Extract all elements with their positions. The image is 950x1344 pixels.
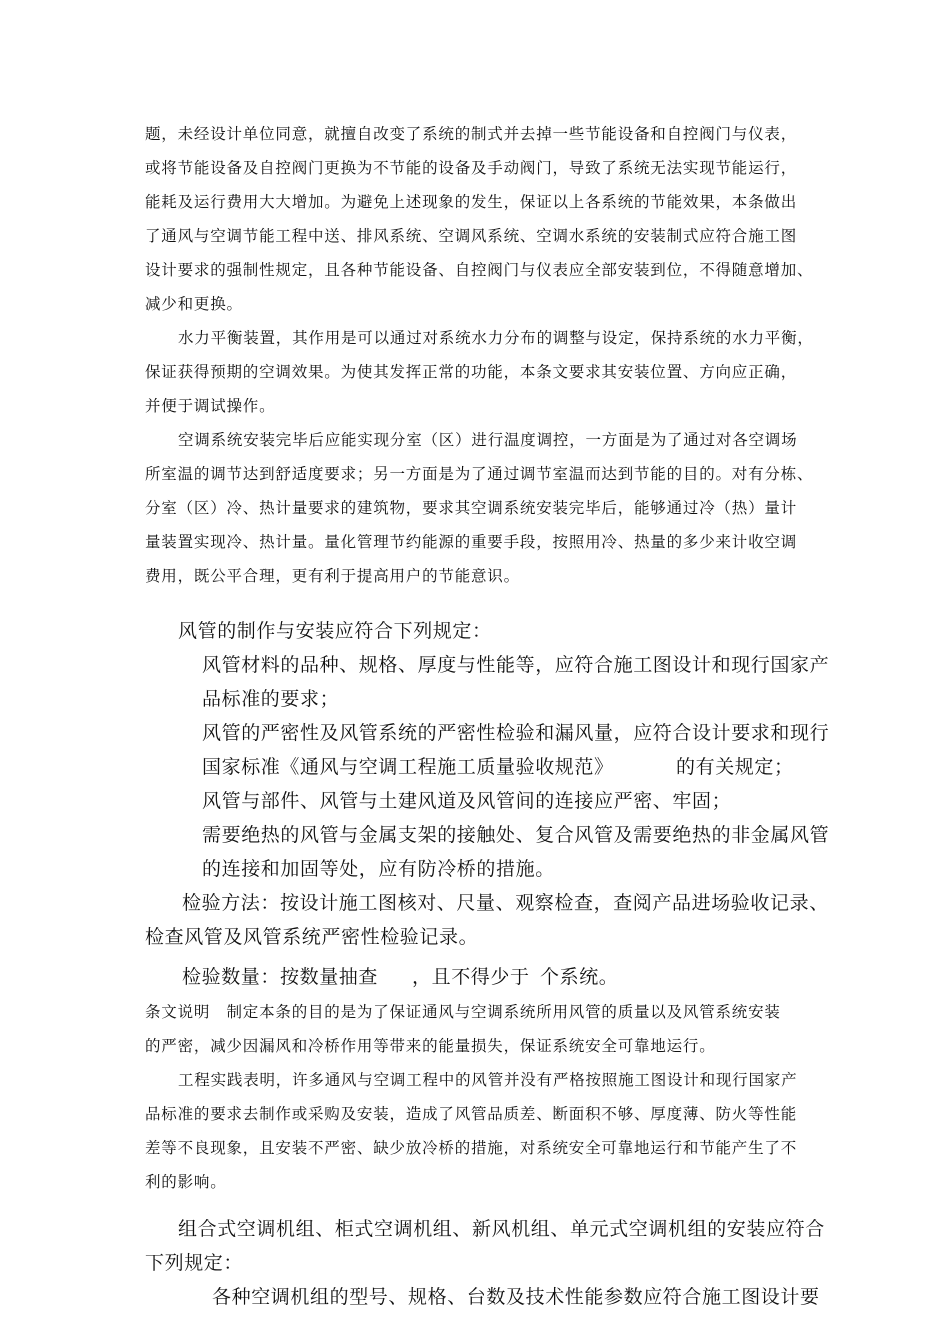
- text-line: 组合式空调机组、柜式空调机组、新风机组、单元式空调机组的安装应符合: [178, 1218, 825, 1240]
- text-line: 利的影响。: [145, 1173, 227, 1191]
- clause-item-line: 的连接和加固等处，应有防冷桥的措施。: [202, 858, 555, 880]
- text-line: 水力平衡装置，其作用是可以通过对系统水力分布的调整与设定，保持系统的水力平衡，: [178, 329, 814, 347]
- clause-item-line: 的有关规定；: [676, 756, 794, 778]
- text-line: 个系统。: [540, 966, 619, 988]
- text-line: 费用，既公平合理，更有利于提高用户的节能意识。: [145, 567, 520, 585]
- text-line: ，且不得少于: [412, 966, 530, 988]
- clause-item-line: 各种空调机组的型号、规格、台数及技术性能参数应符合施工图设计要: [212, 1286, 820, 1308]
- text-line: 检验方法：按设计施工图核对、尺量、观察检查，查阅产品进场验收记录、: [182, 892, 829, 914]
- text-line: 下列规定：: [145, 1252, 244, 1274]
- text-line: 并便于调试操作。: [145, 397, 276, 415]
- text-line: 了通风与空调节能工程中送、排风系统、空调风系统、空调水系统的安装制式应符合施工图: [145, 227, 798, 245]
- text-line: 或将节能设备及自控阀门更换为不节能的设备及手动阀门，导致了系统无法实现节能运行，: [145, 159, 798, 177]
- text-line: 保证获得预期的空调效果。为使其发挥正常的功能，本条文要求其安装位置、方向应正确，: [145, 363, 798, 381]
- text-line: 量装置实现冷、热计量。量化管理节约能源的重要手段，按照用冷、热量的多少来计收空调: [145, 533, 798, 551]
- clause-item-line: 需要绝热的风管与金属支架的接触处、复合风管及需要绝热的非金属风管: [202, 824, 830, 846]
- clause-heading-duct: 风管的制作与安装应符合下列规定：: [178, 620, 492, 642]
- clause-item-line: 风管与部件、风管与土建风道及风管间的连接应严密、牢固；: [202, 790, 732, 812]
- text-line: 条文说明 制定本条的目的是为了保证通风与空调系统所用风管的质量以及风管系统安装: [145, 1003, 781, 1021]
- text-line: 的严密，减少因漏风和冷桥作用等带来的能量损失，保证系统安全可靠地运行。: [145, 1037, 716, 1055]
- text-line: 能耗及运行费用大大增加。为避免上述现象的发生，保证以上各系统的节能效果，本条做出: [145, 193, 798, 211]
- text-line: 差等不良现象，且安装不严密、缺少放冷桥的措施，对系统安全可靠地运行和节能产生了不: [145, 1139, 798, 1157]
- clause-item-line: 国家标准《通风与空调工程施工质量验收规范》: [202, 756, 614, 778]
- clause-item-line: 风管的严密性及风管系统的严密性检验和漏风量，应符合设计要求和现行: [202, 722, 830, 744]
- text-line: 分室（区）冷、热计量要求的建筑物，要求其空调系统安装完毕后，能够通过冷（热）量计: [145, 499, 798, 517]
- text-line: 设计要求的强制性规定，且各种节能设备、自控阀门与仪表应全部安装到位，不得随意增加、: [145, 261, 814, 279]
- clause-item-line: 风管材料的品种、规格、厚度与性能等，应符合施工图设计和现行国家产: [202, 654, 830, 676]
- text-line: 减少和更换。: [145, 295, 243, 313]
- text-line: 空调系统安装完毕后应能实现分室（区）进行温度调控，一方面是为了通过对各空调场: [178, 431, 798, 449]
- text-line: 工程实践表明，许多通风与空调工程中的风管并没有严格按照施工图设计和现行国家产: [178, 1071, 798, 1089]
- clause-item-line: 品标准的要求；: [202, 688, 340, 710]
- text-line: 检查风管及风管系统严密性检验记录。: [145, 926, 479, 948]
- text-line: 品标准的要求去制作或采购及安装，造成了风管品质差、断面积不够、厚度薄、防火等性能: [145, 1105, 798, 1123]
- text-line: 所室温的调节达到舒适度要求；另一方面是为了通过调节室温而达到节能的目的。对有分栋、: [145, 465, 814, 483]
- text-line: 检验数量：按数量抽查: [182, 966, 379, 988]
- text-line: 题，未经设计单位同意，就擅自改变了系统的制式并去掉一些节能设备和自控阀门与仪表，: [145, 125, 798, 143]
